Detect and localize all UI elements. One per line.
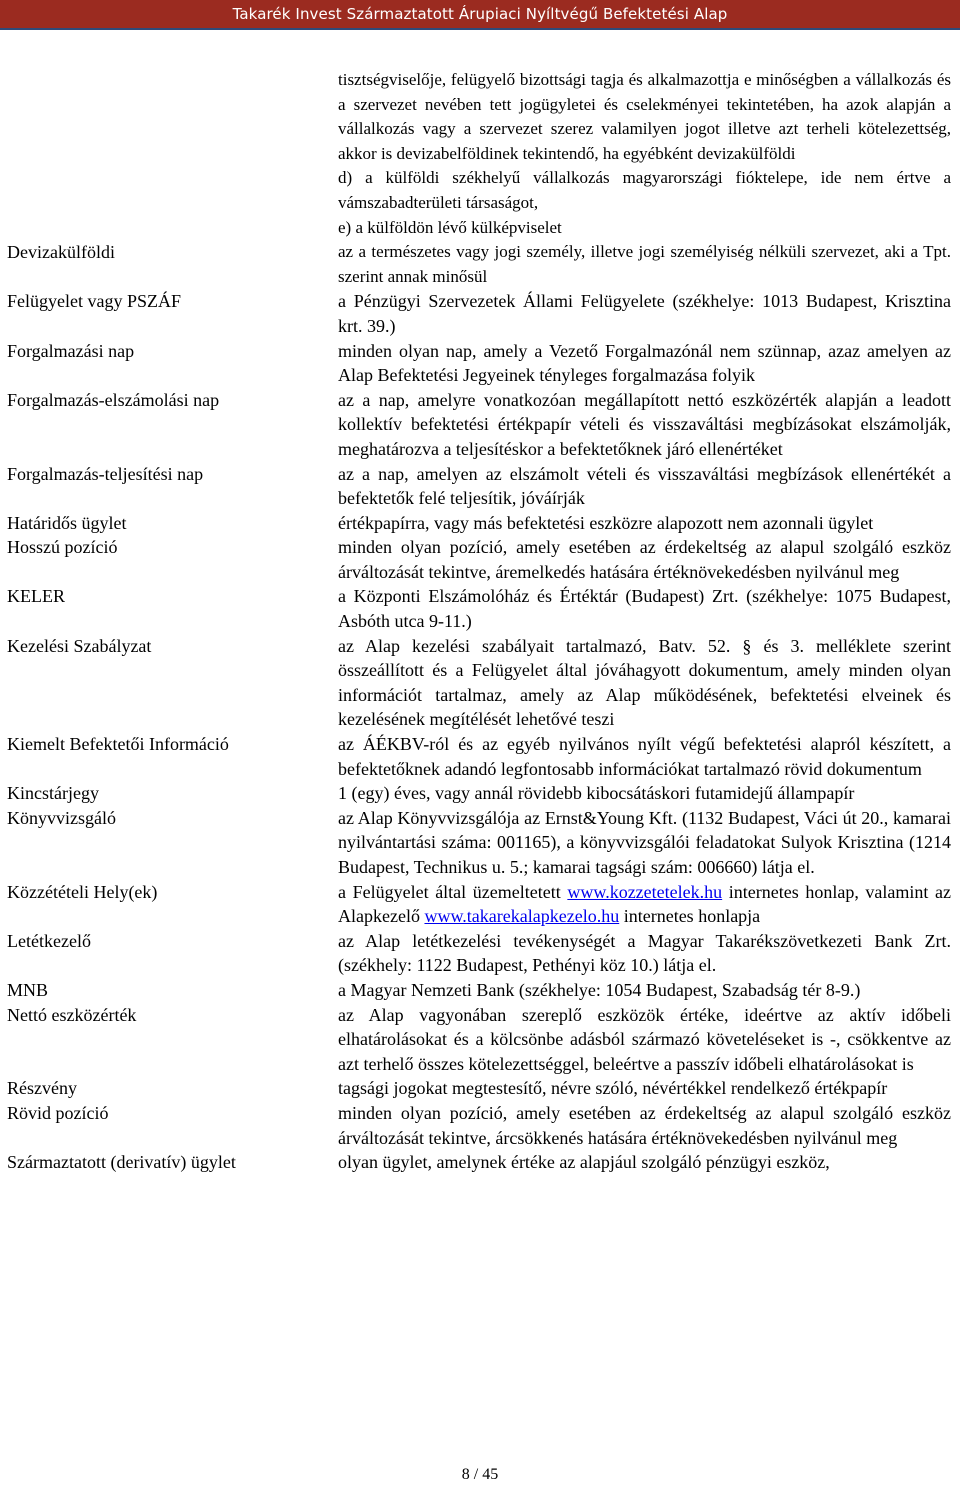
definition-row <box>0 535 960 584</box>
definition-row <box>0 1076 960 1101</box>
term-label: Határidős ügylet <box>7 512 127 533</box>
definition-text: minden olyan nap, amely a Vezető Forgalmazónál nem szünnap, azaz amelyen az Alap Befektetési Jegyeinek tényleges forgalmazása folyik <box>338 340 951 386</box>
term-label: Forgalmazás-teljesítési nap <box>7 463 204 484</box>
document-header <box>0 0 960 30</box>
term-label: Felügyelet vagy PSZÁF <box>7 291 181 312</box>
definition-text: értékpapírra, vagy más befektetési eszközre alapozott nem azonnali ügylet <box>338 512 874 533</box>
takarekalapkezelo-link[interactable]: www.takarekalapkezelo.hu <box>424 906 620 927</box>
definition-row <box>0 781 960 806</box>
definition-row <box>0 806 960 880</box>
kozzetetelek-link[interactable]: www.kozzetetelek.hu <box>567 881 723 902</box>
definition-text: minden olyan pozíció, amely esetében az érdekeltség az alapul szolgáló eszköz árváltozását tekintve, áremelkedés hatására értéknövekedésben nyilvánul meg <box>338 537 951 582</box>
definition-text: az a természetes vagy jogi személy, illetve jogi személyiség nélküli szervezet, aki a Tpt. szerint annak minősül <box>338 242 951 286</box>
definition-text: a Magyar Nemzeti Bank (székhelye: 1054 Budapest, Szabadság tér 8-9.) <box>338 979 861 1000</box>
term-label: Nettó eszközérték <box>7 1004 137 1025</box>
term-label: Közzétételi Hely(ek) <box>7 881 158 902</box>
definition-text: 1 (egy) éves, vagy annál rövidebb kibocsátáskori futamidejű állampapír <box>338 783 855 804</box>
definition-row <box>0 880 960 929</box>
definition-text: olyan ügylet, amelynek értéke az alapjául szolgáló pénzügyi eszköz, <box>338 1152 830 1173</box>
term-label: MNB <box>7 979 49 1000</box>
continuation-item-e: e) a külföldön lévő külképviselet <box>338 217 562 237</box>
definition-row <box>0 462 960 511</box>
definition-continuation <box>0 68 960 240</box>
term-label: Devizakülföldi <box>7 242 115 263</box>
term-label: Kincstárjegy <box>7 783 99 804</box>
term-label: Rövid pozíció <box>7 1102 109 1123</box>
definition-text <box>338 880 951 929</box>
page-number: 8 / 45 <box>461 1466 499 1483</box>
definition-text: az a nap, amelyre vonatkozóan megállapított nettó eszközérték alapján a leadott kollektív befektetési értékpapír vételi és visszaváltási megbízásokat elszámolják, meghatározva a teljesítéskor a befektetőknek járó ellenértéket <box>338 389 951 459</box>
continuation-item-d: d) a külföldi székhelyű vállalkozás magyarországi fióktelepe, ide nem értve a vámszabadterületi társaságot, <box>338 168 951 212</box>
definition-text-part: internetes honlap, valamint az Alapkezelő <box>338 881 952 927</box>
definition-row <box>0 929 960 978</box>
definition-row <box>0 634 960 732</box>
definition-text: az a nap, amelyen az elszámolt vételi és visszaváltási megbízások ellenértékét a befektetők felé teljesítik, jóváírják <box>338 463 951 509</box>
term-label: Könyvvizsgáló <box>7 807 116 828</box>
definition-row <box>0 584 960 633</box>
term-label: Forgalmazási nap <box>7 340 135 361</box>
definitions-list <box>0 68 960 1175</box>
definition-text: a Pénzügyi Szervezetek Állami Felügyelete (székhelye: 1013 Budapest, Krisztina krt. 39.) <box>338 291 951 336</box>
continuation-paragraph: tisztségviselője, felügyelő bizottsági tagja és alkalmazottja e minőségben a vállalkozás és a szervezet nevében tett jogügyletei és cselekményei tekintetében, ha azok alapján a vállalkozás vagy a szervezet szerez valamilyen jogot illetve azt terheli kötelezettség, akkor is devizabelföldinek tekintendő, ha egyébként devizakülföldi <box>338 70 951 163</box>
term-label: Származtatott (derivatív) ügylet <box>7 1152 236 1173</box>
definition-row <box>0 1003 960 1077</box>
definition-text-part: internetes honlapja <box>619 906 761 927</box>
definition-row <box>0 289 960 338</box>
term-label: Forgalmazás-elszámolási nap <box>7 389 220 410</box>
term-label: Kiemelt Befektetői Információ <box>7 734 229 755</box>
document-title: Takarék Invest Származtatott Árupiaci Nyíltvégű Befektetési Alap <box>232 5 728 23</box>
definition-row <box>0 732 960 781</box>
definition-row <box>0 978 960 1003</box>
term-label: Kezelési Szabályzat <box>7 635 152 656</box>
definition-text: tagsági jogokat megtestesítő, névre szóló, névértékkel rendelkező értékpapír <box>338 1078 888 1099</box>
definition-text <box>338 68 951 240</box>
term-label: Részvény <box>7 1078 77 1099</box>
definition-row <box>0 240 960 289</box>
definition-row <box>0 1101 960 1150</box>
definition-text: minden olyan pozíció, amely esetében az érdekeltség az alapul szolgáló eszköz árváltozását tekintve, árcsökkenés hatására értéknövekedésben nyilvánul meg <box>338 1102 951 1148</box>
definition-text: az Alap Könyvvizsgálója az Ernst&Young Kft. (1132 Budapest, Váci út 20., kamarai nyilvántartási száma: 001165), a könyvvizsgálói feladatokat Sulyok Krisztina (1214 Budapest, Technikus u. 5.; kamarai tagsági szám: 006660) látja el. <box>338 807 951 877</box>
definition-text: az Alap vagyonában szereplő eszközök értéke, ideértve az aktív időbeli elhatárolásokat és a kölcsönbe adásból származó követeléseket is -, csökkentve az azt terhelő összes kötelezettséggel, beleértve a passzív időbeli elhatárolásokat is <box>338 1004 951 1074</box>
definition-text-part: a Felügyelet által üzemeltetett <box>338 881 568 902</box>
definition-row <box>0 511 960 536</box>
definition-text: a Központi Elszámolóház és Értéktár (Budapest) Zrt. (székhelye: 1075 Budapest, Asbóth utca 9-11.) <box>338 586 951 632</box>
term-label: KELER <box>7 586 65 607</box>
definition-text: az ÁÉKBV-ról és az egyéb nyilvános nyílt végű befektetési alapról készített, a befektetőknek adandó legfontosabb információkat tartalmazó rövid dokumentum <box>338 734 951 779</box>
definition-text: az Alap kezelési szabályait tartalmazó, Batv. 52. § és 3. melléklete szerint összeállított és a Felügyelet által jóváhagyott dokumentum, amely minden olyan információt tartalmaz, amely az Alap működésének, befektetési elveinek és kezelésének megítélését lehetővé teszi <box>338 635 951 730</box>
term-label: Letétkezelő <box>7 930 91 951</box>
definition-row <box>0 339 960 388</box>
definition-row <box>0 1150 960 1175</box>
definition-row <box>0 388 960 462</box>
definition-text: az Alap letétkezelési tevékenységét a Magyar Takarékszövetkezeti Bank Zrt. (székhely: 1122 Budapest, Pethényi köz 10.) látja el. <box>338 930 951 976</box>
term-label: Hosszú pozíció <box>7 537 118 558</box>
